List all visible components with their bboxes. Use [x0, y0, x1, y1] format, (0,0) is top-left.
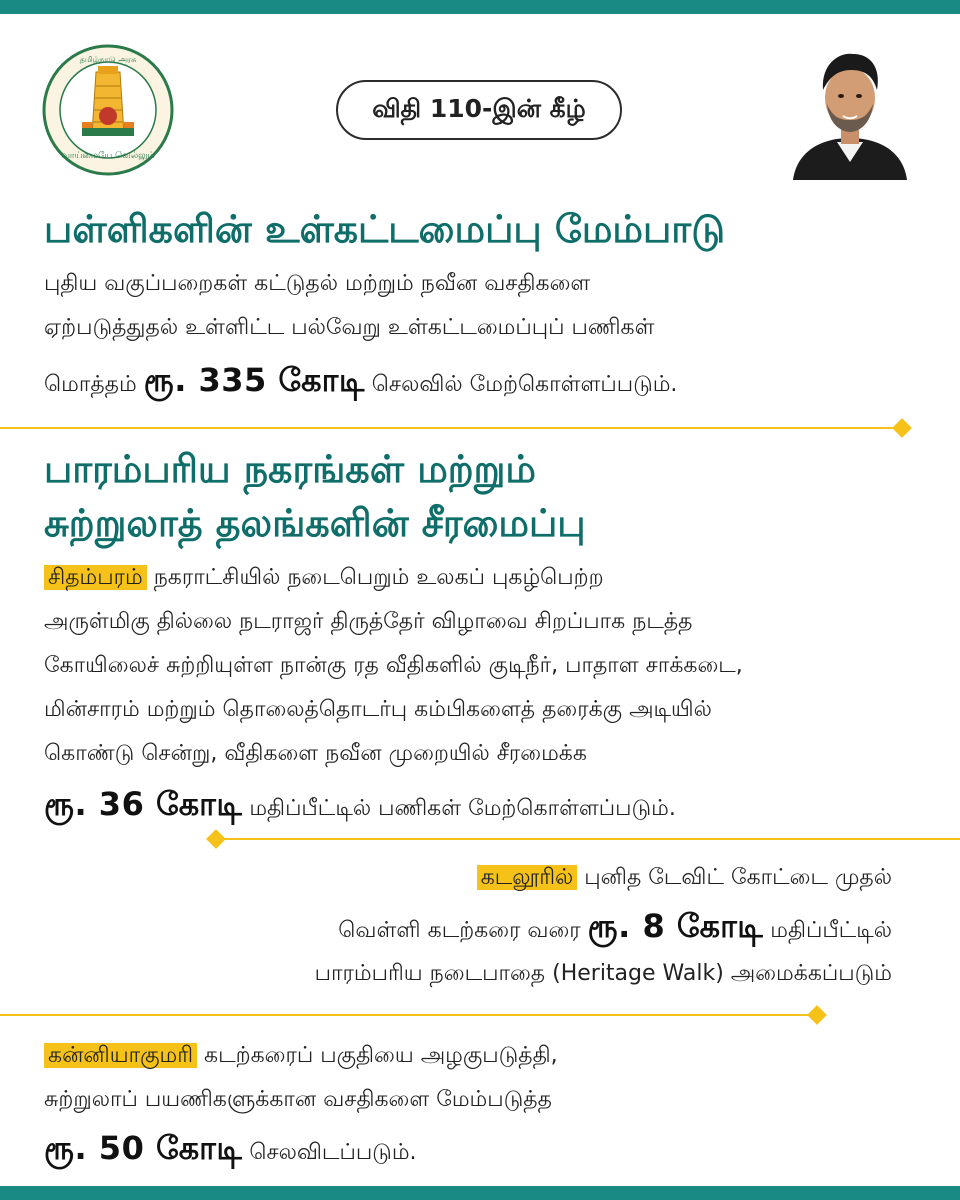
schools-line-1: புதிய வகுப்பறைகள் கட்டுதல் மற்றும் நவீன வசதிகளை [44, 271, 591, 296]
divider-1-diamond [892, 418, 912, 438]
divider-3-diamond [807, 1005, 827, 1025]
bottom-bar [0, 1186, 960, 1200]
cuddalore-line-1 [315, 856, 892, 900]
chidambaram-line-1 [44, 556, 743, 600]
chidambaram-line-1-post: நகராட்சியில் நடைபெறும் உலகப் புகழ்பெற்ற [146, 565, 604, 590]
kanyakumari-line-3 [44, 1122, 558, 1174]
cuddalore-line-2-post: மதிப்பீட்டில் [763, 918, 892, 943]
top-bar [0, 0, 960, 14]
divider-2-diamond [206, 829, 226, 849]
cuddalore-amount: ரூ. 8 கோடி [587, 907, 764, 945]
chidambaram-line-4: மின்சாரம் மற்றும் தொலைத்தொடர்பு கம்பிகளைத் தரைக்கு அடியில் [44, 697, 712, 722]
rule-110-badge [336, 80, 622, 140]
chidambaram-line-5: கொண்டு சென்று, வீதிகளை நவீன முறையில் சீரமைக்க [44, 741, 587, 766]
cuddalore-line-2-pre: வெள்ளி கடற்கரை வரை [338, 918, 588, 943]
divider-3 [0, 1014, 816, 1016]
kanyakumari-amount: ரூ. 50 கோடி [44, 1129, 243, 1167]
kanyakumari-highlight: கன்னியாகுமரி [44, 1043, 197, 1068]
tamil-nadu-seal-icon [40, 42, 176, 178]
heritage-heading-line-1: பாரம்பரிய நகரங்கள் மற்றும் [44, 447, 536, 491]
cuddalore-line-1-post: புனித டேவிட் கோட்டை முதல் [577, 865, 892, 890]
chidambaram-line-2: அருள்மிகு தில்லை நடராஜர் திருத்தேர் விழாவை சிறப்பாக நடத்த [44, 609, 693, 634]
kanyakumari-line-2: சுற்றுலாப் பயணிகளுக்கான வசதிகளை மேம்படுத்த [44, 1087, 552, 1112]
chidambaram-amount: ரூ. 36 கோடி [44, 785, 243, 823]
rule-110-label: விதி 110-இன் கீழ் [372, 93, 586, 123]
kanyakumari-paragraph [44, 1034, 558, 1174]
schools-line-3-post: செலவில் மேற்கொள்ளப்படும். [364, 372, 678, 397]
kanyakumari-line-1-post: கடற்கரைப் பகுதியை அழகுபடுத்தி, [197, 1043, 558, 1068]
seal-label: தமிழ்நாடு அரசு [79, 55, 137, 64]
schools-line-3-pre: மொத்தம் [44, 372, 144, 397]
cuddalore-highlight: கடலூரில் [477, 865, 578, 890]
schools-paragraph [44, 262, 677, 410]
cuddalore-line-2 [315, 900, 892, 952]
divider-1 [0, 427, 898, 429]
cuddalore-line-3: பாரம்பரிய நடைபாதை (Heritage Walk) அமைக்கப்படும் [314, 961, 892, 986]
chidambaram-line-3: கோயிலைச் சுற்றியுள்ள நான்கு ரத வீதிகளில் குடிநீர், பாதாள சாக்கடை, [44, 653, 743, 678]
schools-line-2: ஏற்படுத்துதல் உள்ளிட்ட பல்வேறு உள்கட்டமைப்புப் பணிகள் [44, 315, 655, 340]
heritage-heading-line-2: சுற்றுலாத் தலங்களின் சீரமைப்பு [44, 501, 586, 545]
chidambaram-paragraph [44, 556, 743, 832]
cuddalore-paragraph [315, 856, 892, 996]
divider-2 [216, 838, 960, 840]
chidambaram-line-6 [44, 776, 743, 832]
schools-heading: பள்ளிகளின் உள்கட்டமைப்பு மேம்பாடு [44, 207, 726, 251]
schools-amount: ரூ. 335 கோடி [143, 361, 365, 399]
chidambaram-highlight: சிதம்பரம் [44, 565, 147, 590]
seal-motto: வாய்மையே வெல்லும் [61, 151, 155, 161]
kanyakumari-line-1 [44, 1034, 558, 1078]
chidambaram-line-6-post: மதிப்பீட்டில் பணிகள் மேற்கொள்ளப்படும். [242, 796, 676, 821]
schools-line-3 [44, 350, 677, 410]
portrait-icon [785, 38, 915, 180]
kanyakumari-line-3-post: செலவிடப்படும். [242, 1140, 417, 1165]
